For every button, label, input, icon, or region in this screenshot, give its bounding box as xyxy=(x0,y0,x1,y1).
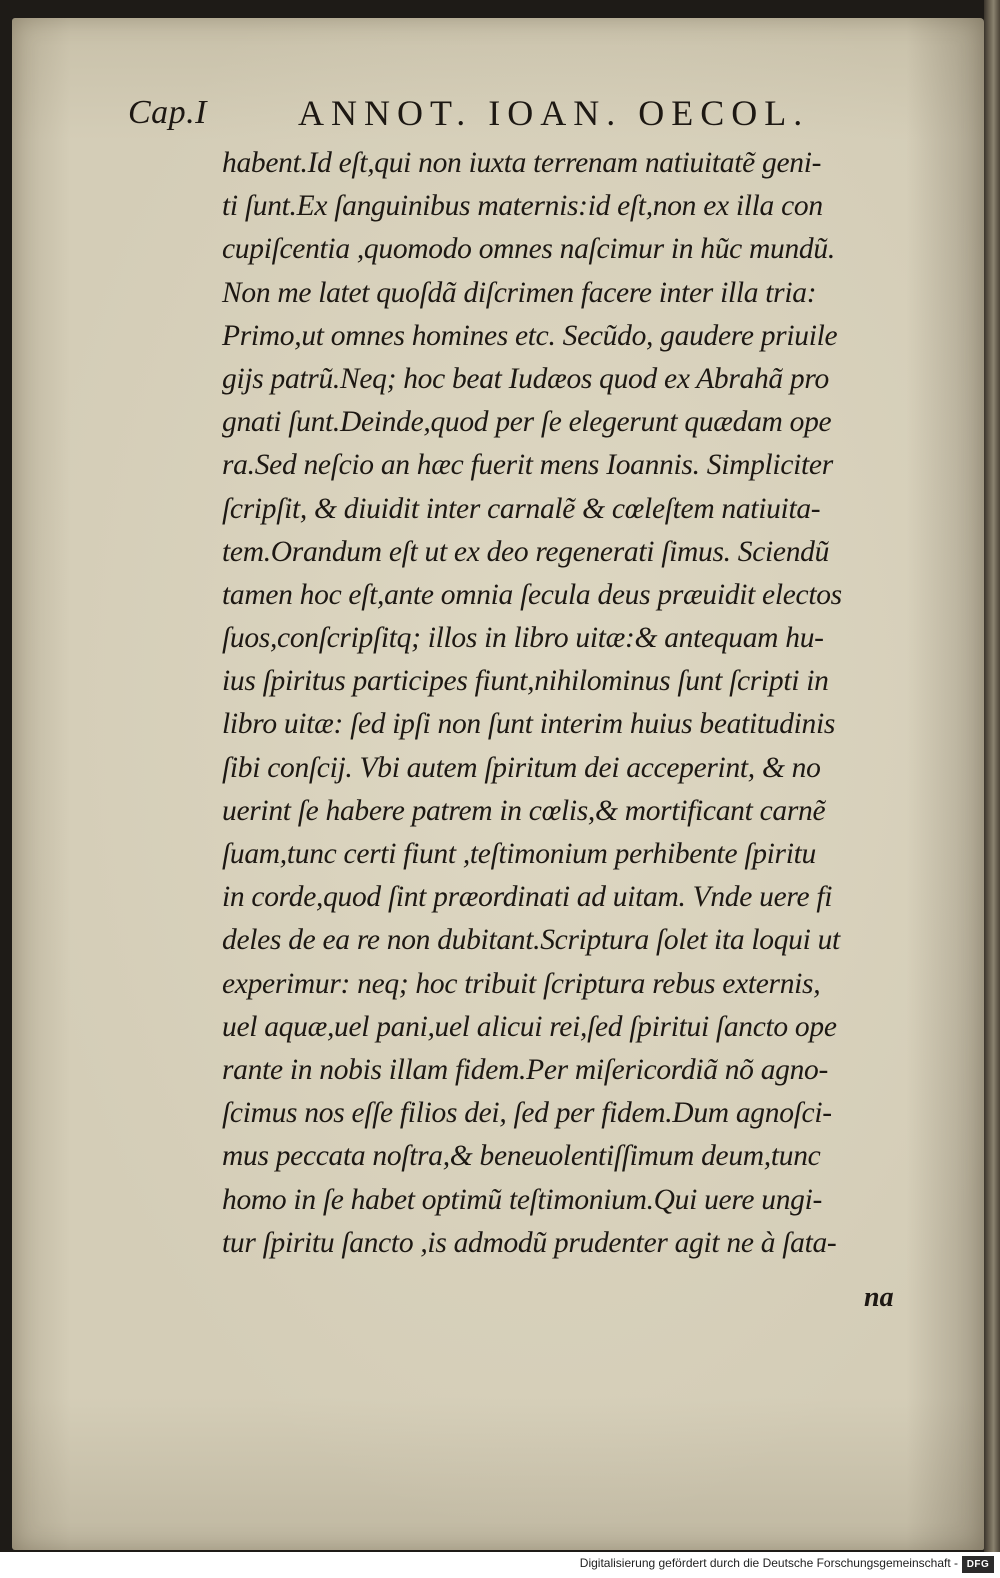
digitization-footer xyxy=(0,1552,1000,1578)
text-line: tem.Orandum eſt ut ex deo regenerati ſimus. Sciendũ xyxy=(222,535,830,568)
text-line: habent.Id eſt,qui non iuxta terrenam natiuitatẽ geni- xyxy=(222,147,822,179)
text-line: experimur: neq; hoc tribuit ſcriptura rebus externis, xyxy=(222,967,821,1000)
book-page xyxy=(12,18,984,1550)
text-line: in corde,quod ſint præordinati ad uitam. Vnde uere fi xyxy=(222,881,833,914)
text-line: tamen hoc eſt,ante omnia ſecula deus præuidit electos xyxy=(222,578,842,611)
catchword: na xyxy=(864,1282,894,1313)
funding-credit: Digitalisierung gefördert durch die Deutsche Forschungsgemeinschaft - xyxy=(579,1556,958,1570)
dfg-logo-icon: DFG xyxy=(962,1556,994,1573)
text-line: ſuos,conſcripſitq; illos in libro uitæ:& antequam hu- xyxy=(222,622,824,655)
text-line: uerint ſe habere patrem in cœlis,& mortificant carnẽ xyxy=(222,794,826,827)
running-title: ANNOT. IOAN. OECOL. xyxy=(298,93,810,133)
running-head xyxy=(128,92,828,142)
text-line: uel aquæ,uel pani,uel alicui rei,ſed ſpiritui ſancto ope xyxy=(222,1010,837,1043)
text-line: gnati ſunt.Deinde,quod per ſe elegerunt quædam ope xyxy=(222,406,832,439)
text-line: ra.Sed neſcio an hæc fuerit mens Ioannis. Simpliciter xyxy=(222,449,833,482)
text-line: gijs patrũ.Neq; hoc beat Iudæos quod ex Abrahã pro xyxy=(222,362,829,395)
text-line: deles de ea re non dubitant.Scriptura ſolet ita loqui ut xyxy=(222,924,840,957)
text-line: homo in ſe habet optimũ teſtimonium.Qui uere ungi- xyxy=(222,1183,823,1216)
text-line: Non me latet quoſdã diſcrimen facere inter illa tria: xyxy=(222,276,817,309)
text-line: ſcimus nos eſſe filios dei, ſed per fidem.Dum agnoſci- xyxy=(222,1097,832,1130)
text-line: cupiſcentia ,quomodo omnes naſcimur in hũc mundũ. xyxy=(222,233,835,266)
page-content xyxy=(12,18,984,1550)
chapter-mark: Cap.I xyxy=(128,94,207,131)
text-line: tur ſpiritu ſancto ,is admodũ prudenter agit ne à ſata- xyxy=(222,1226,837,1259)
text-line: ſuam,tunc certi fiunt ,teſtimonium perhibente ſpiritu xyxy=(222,838,816,870)
text-line: ius ſpiritus participes fiunt,nihilominus ſunt ſcripti in xyxy=(222,665,829,698)
text-line: ti ſunt.Ex ſanguinibus maternis:id eſt,non ex illa con xyxy=(222,190,823,223)
text-line: Primo,ut omnes homines etc. Secũdo, gaudere priuile xyxy=(222,319,838,352)
text-line: ſibi conſcij. Vbi autem ſpiritum dei acceperint, & no xyxy=(222,751,821,784)
text-line: mus peccata noſtra,& beneuolentiſſimum deum,tunc xyxy=(222,1140,821,1173)
book-fore-edge xyxy=(984,0,1000,1560)
text-line: ſcripſit, & diuidit inter carnalẽ & cœleſtem natiuita- xyxy=(222,492,821,525)
text-line: rante in nobis illam fidem.Per miſericordiã nõ agno- xyxy=(222,1053,829,1086)
body-text xyxy=(222,142,902,1265)
text-line: libro uitæ: ſed ipſi non ſunt interim huius beatitudinis xyxy=(222,708,836,741)
